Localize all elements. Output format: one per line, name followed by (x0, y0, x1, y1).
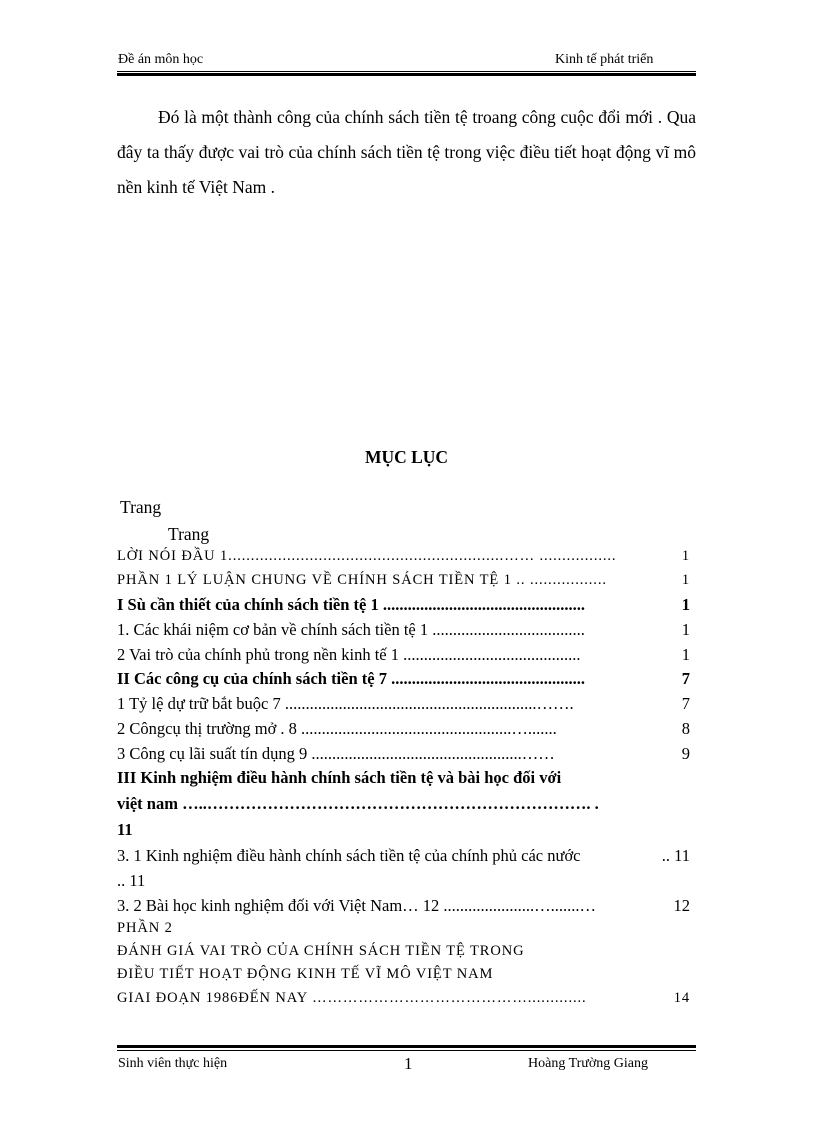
footer-left: Sinh viên thực hiện (118, 1056, 228, 1071)
footer-rule-thick (117, 1045, 696, 1048)
body-paragraph (117, 100, 696, 205)
trang-label-2: Trang (168, 524, 210, 544)
toc-entry-page: 7 (681, 669, 690, 688)
header-rule-thick (117, 73, 696, 76)
paragraph-text: Đó là một thành công của chính sách tiền tệ troang công cuộc đổi mới . Qua đây ta thấy được vai trò của chính sách tiền tệ trong việc điều tiết hoạt động vĩ mô nền kinh tế Việt Nam . (117, 107, 696, 197)
toc-entry-page: 1 (681, 572, 690, 588)
toc-entry-text: LỜI NÓI ĐẦU 1.............................................................…… ................. (117, 548, 617, 564)
footer-rule (117, 1050, 696, 1051)
toc-entry-page: 8 (681, 719, 690, 738)
toc-entry-page: 12 (673, 896, 690, 915)
toc-section3-line2: việt nam …..……………………………………………………………. . (117, 794, 599, 813)
header-right: Kinh tế phát triển (555, 52, 654, 67)
toc-entry-page: 1 (681, 620, 690, 639)
toc-entry-text: 1 Tỷ lệ dự trữ bắt buộc 7 .............................................................……. (117, 694, 574, 713)
toc-entry-3-1-cont: .. 11 (117, 871, 146, 890)
header-rule (117, 71, 696, 72)
footer-page-number: 1 (404, 1054, 413, 1073)
footer-right: Hoàng Trường Giang (528, 1056, 648, 1071)
toc-entry-text: 2 Vai trò của chính phủ trong nền kinh tế 1 ........................................... (117, 645, 581, 664)
toc-entry-text: 2 Côngcụ thị trường mở . 8 ...................................................…....... (117, 719, 557, 738)
toc-entry-page: .. 11 (661, 846, 690, 865)
toc-part2-line1: PHẦN 2 (117, 920, 173, 936)
toc-entry-text: 3. 1 Kinh nghiệm điều hành chính sách tiền tệ của chính phủ các nước (117, 846, 581, 865)
toc-entry-page: 7 (681, 694, 690, 713)
header-left: Đề án môn học (118, 52, 204, 67)
toc-title: MỤC LỤC (364, 447, 449, 467)
toc-entry-text: I Sù cần thiết của chính sách tiền tệ 1 ................................................. (117, 595, 585, 614)
toc-entry-page: 1 (681, 645, 690, 664)
toc-entry-text: PHẦN 1 LÝ LUẬN CHUNG VỀ CHÍNH SÁCH TIỀN TỆ 1 .. ................. (117, 572, 607, 588)
toc-entry-page: 1 (681, 548, 690, 564)
toc-entry-text: 3 Công cụ lãi suất tín dụng 9 ...................................................…… (117, 744, 555, 763)
trang-label-1: Trang (120, 497, 162, 517)
toc-entry-page: 14 (673, 990, 690, 1006)
toc-entry-text: II Các công cụ của chính sách tiền tệ 7 ............................................... (117, 669, 585, 688)
toc-entry-text: GIAI ĐOẠN 1986ĐẾN NAY ……………………………………............. (117, 990, 587, 1006)
toc-part2-line3: ĐIỀU TIẾT HOẠT ĐỘNG KINH TẾ VĨ MÔ VIỆT NAM (117, 966, 494, 982)
toc-section3-page: 11 (117, 820, 133, 839)
toc-entry-text: 1. Các khái niệm cơ bản về chính sách tiền tệ 1 ..................................... (117, 620, 585, 639)
toc-entry-text: 3. 2 Bài học kinh nghiệm đối với Việt Nam… 12 ......................….......… (117, 896, 597, 915)
toc-entry-page: 1 (681, 595, 690, 614)
toc-entry-page: 9 (681, 744, 690, 763)
toc-part2-line2: ĐÁNH GIÁ VAI TRÒ CỦA CHÍNH SÁCH TIỀN TỆ TRONG (117, 943, 525, 959)
toc-section3-line1: III Kinh nghiệm điều hành chính sách tiền tệ và bài học đối với (117, 768, 562, 787)
